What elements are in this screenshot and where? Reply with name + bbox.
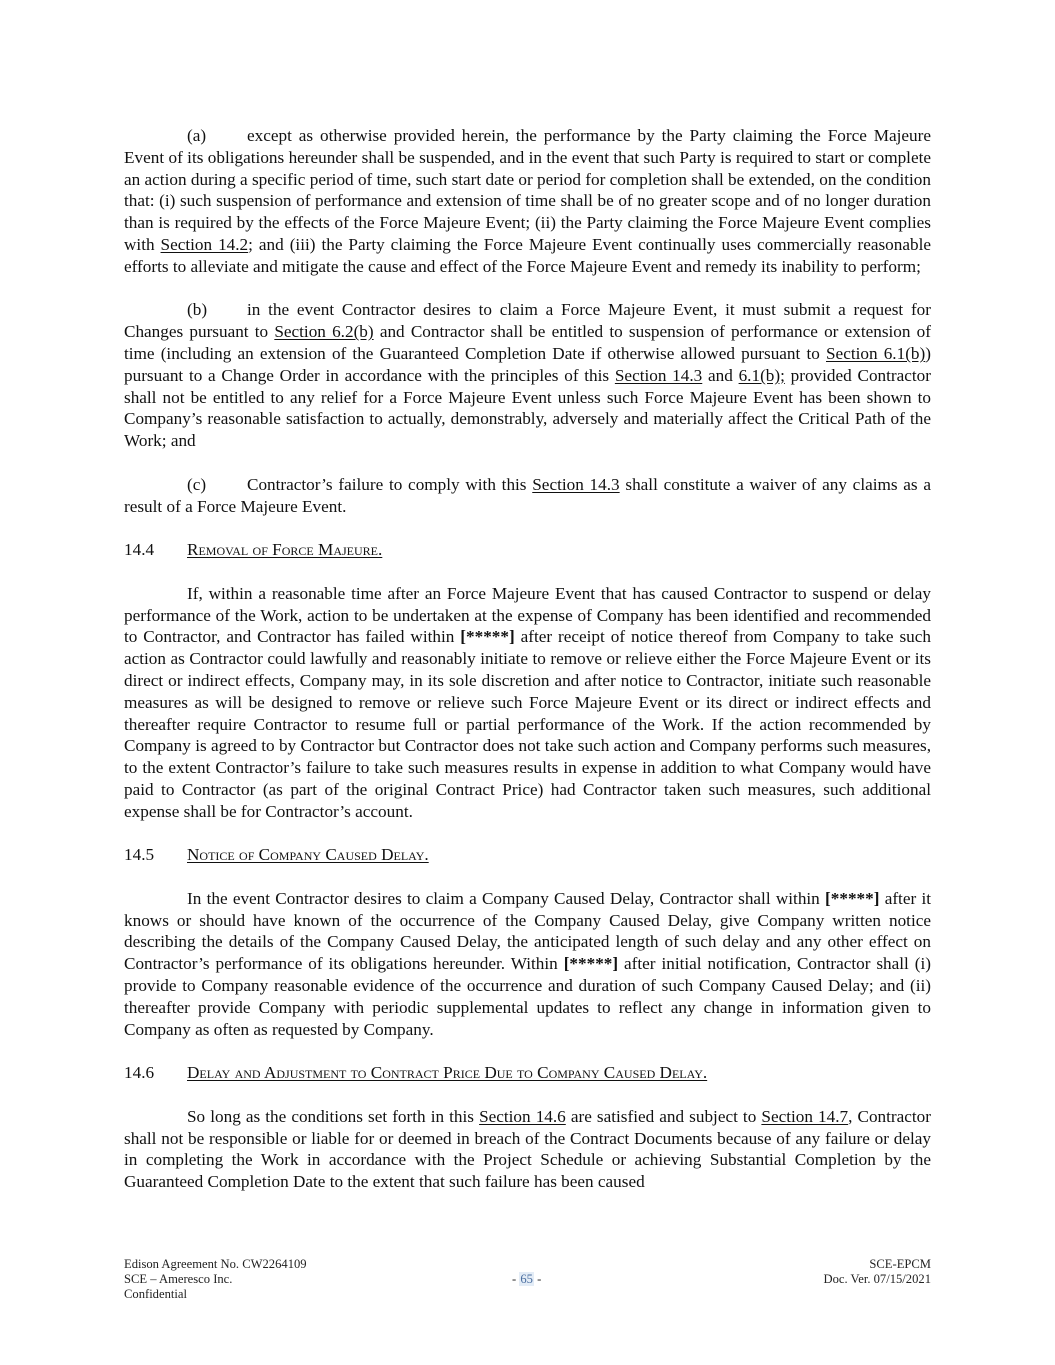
footer-right xyxy=(823,1257,931,1287)
section-reference-link[interactable]: Section 6.1(b) xyxy=(826,343,926,363)
clause-label: (b) xyxy=(187,300,208,320)
section-title: Removal of Force Majeure. xyxy=(187,540,383,560)
clause-a: (a) except as otherwise provided herein, the performance by the Party claiming the Force Majeure Event of its obligations hereunder shall be suspended, and in the event that such Party is required to start or complete an action during a specific period of time, such start date or period for completion shall be extended, on the condition that: (i) such suspension of performance and extension of time shall be of no greater scope and of no longer duration than is required by the effects of the Force Majeure Event; (ii) the Party claiming the Force Majeure Event complies with Section 14.2; and (iii) the Party claiming the Force Majeure Event continually uses commercially reasonable efforts to alleviate and mitigate the cause and effect of the Force Majeure Event and remedy its inability to perform; xyxy=(124,126,931,276)
section-reference-link[interactable]: Section 14.7 xyxy=(761,1106,849,1126)
page-body xyxy=(124,125,931,1193)
section-reference-link[interactable]: Section 14.3 xyxy=(614,365,703,385)
agreement-number: Edison Agreement No. CW2264109 xyxy=(124,1257,307,1271)
clause-c: (c) Contractor’s failure to comply with this Section 14.3 shall constitute a waiver of any claims as a result of a Force Majeure Event. xyxy=(124,474,931,516)
section-reference-link[interactable]: 6.1(b); xyxy=(738,365,785,385)
section-heading-14-4 xyxy=(124,539,931,561)
redacted-text: [*****] xyxy=(460,627,515,647)
page-number: - 65 - xyxy=(512,1272,542,1286)
footer-left xyxy=(124,1257,307,1302)
section-heading-14-6 xyxy=(124,1062,931,1084)
redacted-text: [*****] xyxy=(563,954,619,974)
section-reference-link[interactable]: Section 14.3 xyxy=(532,474,620,494)
clause-b: (b) in the event Contractor desires to claim a Force Majeure Event, it must submit a request for Changes pursuant to Section 6.2(b) and Contractor shall be entitled to suspension of performance or extension of time (including an extension of the Guaranteed Completion Date if otherwise allowed pursuant to Section 6.1(b)) pursuant to a Change Order in accordance with the principles of this Section 14.3 and 6.1(b); provided Contractor shall not be entitled to any relief for a Force Majeure Event unless such Force Majeure Event has been shown to Company’s reasonable satisfaction to actually, demonstrably, adversely and materially affect the Critical Path of the Work; and xyxy=(124,300,931,451)
section-heading-14-5 xyxy=(124,844,931,866)
section-reference-link[interactable]: Section 6.2(b) xyxy=(274,322,374,342)
confidential-label: Confidential xyxy=(124,1287,187,1301)
section-14-6-body: So long as the conditions set forth in this Section 14.6 are satisfied and subject to Section 14.7, Contractor shall not be responsible or liable for or deemed in breach of the Contract Documents because of any failure or delay in completing the Work in accordance with the Project Schedule or achieving Substantial Completion by the Guaranteed Completion Date to the extent that such failure has been caused xyxy=(124,1106,931,1192)
section-number: 14.4 xyxy=(124,540,155,560)
clause-label: (c) xyxy=(187,474,207,494)
section-14-5-body: In the event Contractor desires to claim a Company Caused Delay, Contractor shall within [*****] after it knows or should have known of the occurrence of the Company Caused Delay, give Company written notice describing the details of the Company Caused Delay, the anticipated length of such delay and any other effect on Contractor’s performance of its obligations hereunder. Within [*****] after initial notification, Contractor shall (i) provide to Company reasonable evidence of the occurrence and duration of such Company Caused Delay; and (ii) thereafter provide Company with periodic supplemental updates to reflect any change in information given to Company as often as requested by Company. xyxy=(124,888,931,1039)
document-code: SCE-EPCM xyxy=(869,1257,931,1271)
redacted-text: [*****] xyxy=(825,888,880,908)
document-version: Doc. Ver. 07/15/2021 xyxy=(823,1272,931,1286)
section-number: 14.5 xyxy=(124,845,155,865)
page-number-value: 65 xyxy=(520,1272,533,1286)
clause-label: (a) xyxy=(187,126,207,145)
parties: SCE – Ameresco Inc. xyxy=(124,1272,233,1286)
section-reference-link[interactable]: Section 14.2 xyxy=(160,234,249,254)
section-number: 14.6 xyxy=(124,1063,155,1083)
section-reference-link[interactable]: Section 14.6 xyxy=(479,1106,566,1126)
section-14-4-body: If, within a reasonable time after an Force Majeure Event that has caused Contractor to suspend or delay performance of the Work, action to be undertaken at the expense of Company has been identified and recommended to Contractor, and Contractor has failed within [*****] after receipt of notice thereof from Company to take such action as Contractor could lawfully and reasonably initiate to remove or relieve either the Force Majeure Event or its direct or indirect effects, Company may, in its sole discretion and after notice to Contractor, initiate such reasonable measures as will be designed to remove or relieve such Force Majeure Event or its direct or indirect effects and thereafter require Contractor to resume full or partial performance of the Work. If the action recommended by Company is agreed to by Contractor but Contractor does not take such action and Company performs such measures, to the extent Contractor’s failure to take such measures results in expense in addition to what Company would have paid to Contractor (as part of the original Contract Price) had Contractor taken such measures, such additional expense shall be for Contractor’s account. xyxy=(124,583,931,821)
section-title: Notice of Company Caused Delay. xyxy=(187,845,429,865)
section-title: Delay and Adjustment to Contract Price Due to Company Caused Delay. xyxy=(187,1063,708,1083)
